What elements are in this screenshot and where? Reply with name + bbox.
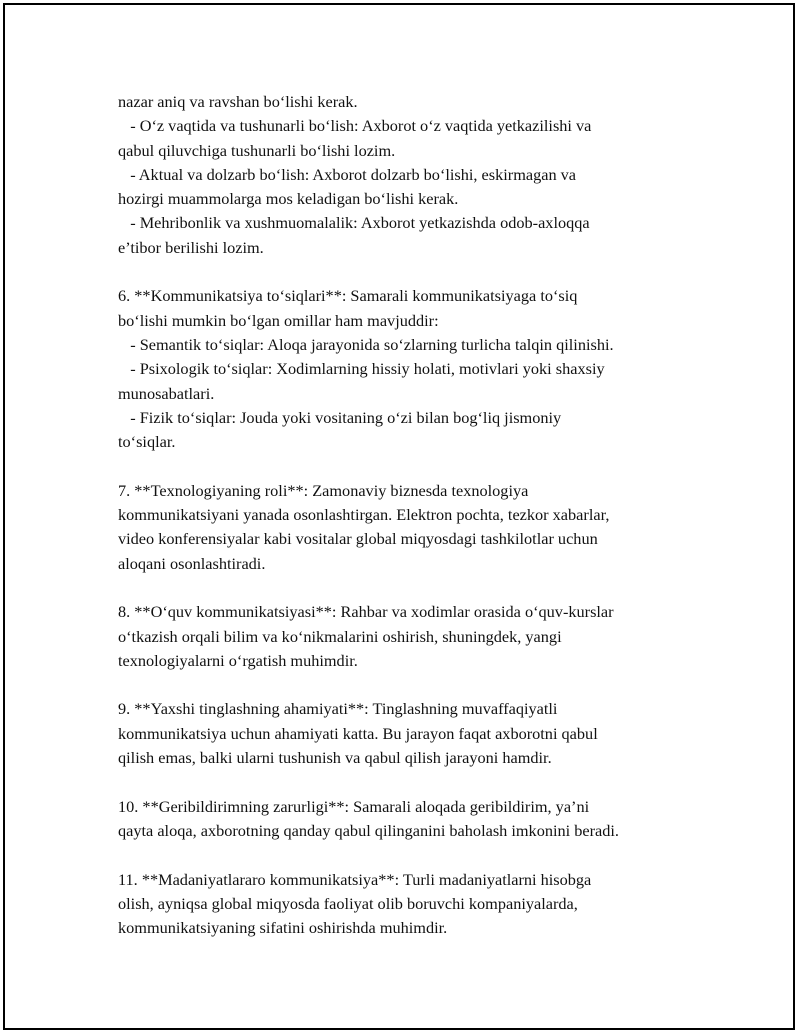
paragraph-gap <box>118 673 698 697</box>
paragraph-gap <box>118 770 698 794</box>
text-line: olish, ayniqsa global miqyosda faoliyat olib boruvchi kompaniyalarda, <box>118 893 578 913</box>
text-line: bo‘lishi mumkin bo‘lgan omillar ham mavjuddir: <box>118 310 439 330</box>
paragraph-11 <box>118 868 698 941</box>
text-line: video konferensiyalar kabi vositalar global miqyosdagi tashkilotlar uchun <box>118 529 598 549</box>
text-line: - Psixologik to‘siqlar: Xodimlarning hissiy holati, motivlari yoki shaxsiy <box>118 359 605 379</box>
text-line: - Fizik to‘siqlar: Jouda yoki vositaning o‘zi bilan bog‘liq jismoniy <box>118 407 562 427</box>
text-line: - Mehribonlik va xushmuomalalik: Axborot yetkazishda odob-axloqqa <box>118 213 590 233</box>
text-line: munosabatlari. <box>118 383 215 403</box>
text-line: 9. **Yaxshi tinglashning ahamiyati**: Tinglashning muvaffaqiyatli <box>118 699 558 719</box>
text-line: 10. **Geribildirimning zarurligi**: Samarali aloqada geribildirim, ya’ni <box>118 796 590 816</box>
text-line: o‘tkazish orqali bilim va ko‘nikmalarini oshirish, shuningdek, yangi <box>118 626 562 646</box>
paragraph-9 <box>118 697 698 770</box>
text-line: 7. **Texnologiyaning roli**: Zamonaviy biznesda texnologiya <box>118 480 529 500</box>
paragraph-10 <box>118 795 698 844</box>
text-line: kommunikatsiyani yanada osonlashtirgan. Elektron pochta, tezkor xabarlar, <box>118 505 610 525</box>
paragraph-gap <box>118 843 698 867</box>
paragraph-8 <box>118 600 698 673</box>
text-line: - O‘z vaqtida va tushunarli bo‘lish: Axborot o‘z vaqtida yetkazilishi va <box>118 116 592 136</box>
paragraph-continuation <box>118 90 698 260</box>
text-line: kommunikatsiya uchun ahamiyati katta. Bu jarayon faqat axborotni qabul <box>118 723 598 743</box>
text-line: e’tibor berilishi lozim. <box>118 237 264 257</box>
text-line: qayta aloqa, axborotning qanday qabul qilinganini baholash imkonini beradi. <box>118 820 619 840</box>
text-line: 11. **Madaniyatlararo kommunikatsiya**: Turli madaniyatlarni hisobga <box>118 869 592 889</box>
text-line: - Aktual va dolzarb bo‘lish: Axborot dolzarb bo‘lishi, eskirmagan va <box>118 164 577 184</box>
text-line: aloqani osonlashtiradi. <box>118 553 266 573</box>
text-line: 6. **Kommunikatsiya to‘siqlari**: Samarali kommunikatsiyaga to‘siq <box>118 286 578 306</box>
paragraph-6 <box>118 284 698 454</box>
text-line: to‘siqlar. <box>118 432 176 452</box>
paragraph-gap <box>118 576 698 600</box>
text-line: 8. **O‘quv kommunikatsiyasi**: Rahbar va xodimlar orasida o‘quv-kurslar <box>118 602 614 622</box>
text-line: kommunikatsiyaning sifatini oshirishda muhimdir. <box>118 918 448 938</box>
text-line: nazar aniq va ravshan bo‘lishi kerak. <box>118 92 358 111</box>
text-line: texnologiyalarni o‘rgatish muhimdir. <box>118 650 358 670</box>
paragraph-gap <box>118 260 698 284</box>
document-body <box>118 90 698 940</box>
text-line: - Semantik to‘siqlar: Aloqa jarayonida so‘zlarning turlicha talqin qilinishi. <box>118 334 614 354</box>
paragraph-7 <box>118 479 698 576</box>
paragraph-gap <box>118 454 698 478</box>
text-line: qilish emas, balki ularni tushunish va qabul qilish jarayoni hamdir. <box>118 748 552 768</box>
text-line: qabul qiluvchiga tushunarli bo‘lishi lozim. <box>118 140 396 160</box>
text-line: hozirgi muammolarga mos keladigan bo‘lishi kerak. <box>118 189 459 209</box>
